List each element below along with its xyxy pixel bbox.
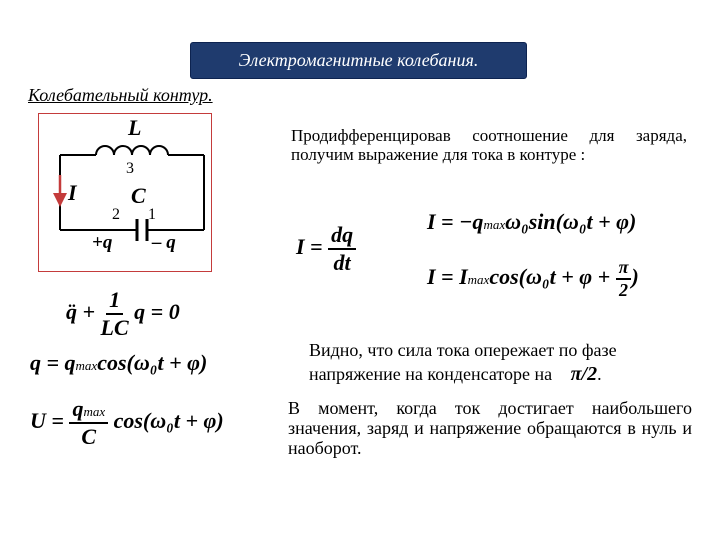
u-denominator: C [81,424,97,449]
i2-lhs: I = I [427,264,468,290]
i1-rhs: ω₀sin(ω₀t + φ) [505,209,637,234]
inductor-coil [96,146,168,155]
i2-subscript: max [467,272,490,288]
i2-end: ) [631,264,639,290]
q-rhs: cos(ω₀t + φ) [97,350,208,375]
current-sin-equation [427,209,636,235]
minus-q-label: – q [152,232,176,253]
i2-fraction [616,257,632,301]
u-lhs: U = [30,408,64,434]
node-1-label: 1 [148,206,156,223]
paragraph-differentiation: Продифференцировав соотношение для заряда, получим выражение для тока в контуре : [291,126,687,164]
current-definition [296,222,356,276]
inductor-label: L [128,115,142,140]
i2-mid: cos(ω₀t + φ + [489,264,611,290]
node-3-label: 3 [126,160,134,177]
capacitor-label: C [131,183,146,208]
i2-numerator: π [616,257,632,280]
u-rhs: cos(ω₀t + φ) [113,408,224,434]
ode-lhs: q̈ + [66,299,96,325]
section-subtitle: Колебательный контур. [28,85,213,105]
ode-denominator: LC [100,315,129,340]
oscillator-equation [66,287,180,341]
i1-subscript: max [483,217,506,232]
current-arrow-icon [53,175,67,207]
node-2-label: 2 [112,206,120,223]
u-numerator: q [72,396,84,421]
ode-rhs: q = 0 [134,299,180,325]
q-lhs: q = q [30,350,76,375]
i-denominator: dt [333,250,351,275]
q-subscript: max [75,358,98,373]
current-cos-equation [427,257,639,301]
lc-circuit-diagram [38,113,210,270]
slide-title: Электромагнитные колебания. [190,42,527,79]
ode-fraction [101,287,129,341]
paragraph-zero-crossing: В момент, когда ток достигает наибольшего значения, заряд и напряжение обращаются в нуль и наоборот. [288,398,692,458]
phase-lead-line-2: напряжение на конденсаторе на [309,364,553,384]
i2-denominator: 2 [619,280,629,300]
voltage-equation [30,396,224,450]
plus-q-label: +q [92,232,113,253]
phase-end: . [597,364,602,384]
i-fraction [328,222,356,276]
ode-numerator: 1 [106,287,123,315]
u-fraction [69,396,108,450]
charge-equation [30,350,207,376]
paragraph-phase-lead [309,338,689,386]
phase-lead-line-1: Видно, что сила тока опережает по фазе [309,340,617,360]
current-label: I [68,180,77,205]
i-numerator: dq [328,222,356,250]
i-lhs: I = [296,234,323,260]
u-num-subscript: max [83,404,106,419]
i1-lhs: I = −q [427,209,484,234]
phase-value: π/2 [570,363,598,385]
